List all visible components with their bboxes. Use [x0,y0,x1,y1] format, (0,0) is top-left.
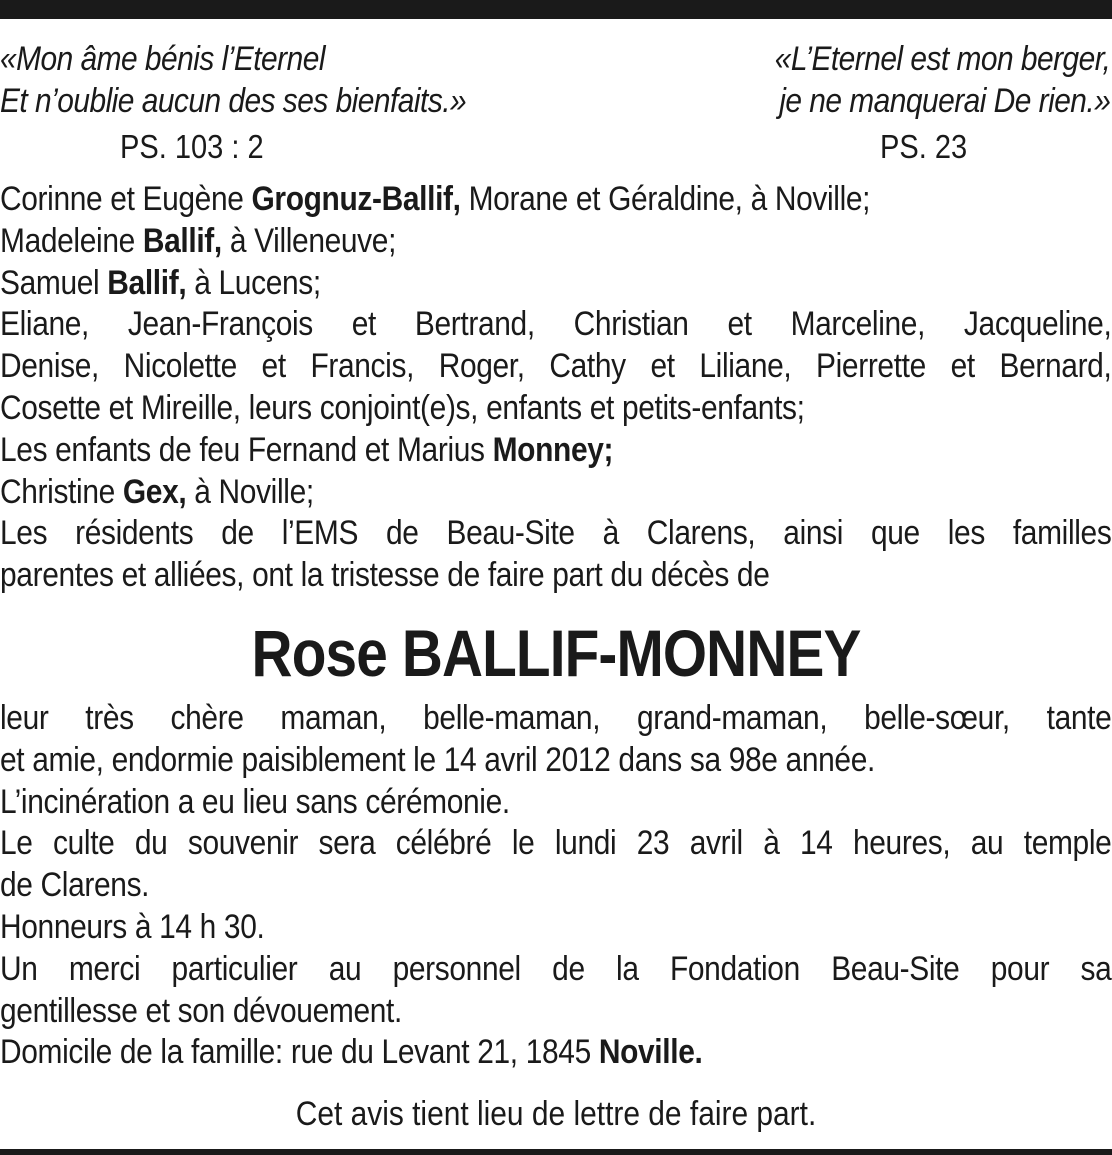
family-text: à Noville; [186,472,314,511]
family-text: à Villeneuve; [221,221,397,260]
details-line: gentillesse et son dévouement. [0,991,402,1030]
verse-right-line-1: «L’Eternel est mon berger, [774,40,1110,78]
obituary-details [0,698,1111,1074]
bottom-border-rule [0,1149,1112,1155]
family-line [0,472,1111,514]
family-text: Morane et Géraldine, à Noville; [460,180,871,218]
family-text: Corinne et Eugène [0,180,252,218]
family-surname: Ballif, [142,221,222,260]
family-surname: Gex, [122,472,187,511]
family-text: Christine [0,472,123,511]
family-text: Les enfants de feu Fernand et Marius [0,430,493,469]
details-text: Domicile de la famille: rue du Levant 21, 1845 [0,1033,599,1072]
family-text: Madeleine [0,221,143,260]
details-line: Honneurs à 14 h 30. [0,907,265,946]
family-line: Eliane, Jean-François et Bertrand, Christian et Marceline, Jacqueline, [0,305,1112,344]
top-border-rule [0,0,1112,19]
family-announcement [0,179,1111,597]
details-line [0,1032,1111,1074]
details-line: Un merci particulier au personnel de la Fondation Beau-Site pour sa [0,949,1112,988]
family-surname: Ballif, [107,263,187,302]
deceased-name: Rose BALLIF-MONNEY [251,616,861,690]
closing-note: Cet avis tient lieu de lettre de faire part. [295,1095,817,1133]
verse-right-reference: PS. 23 [880,128,968,165]
family-text: à Lucens; [186,263,321,302]
details-line: de Clarens. [0,866,150,905]
details-line: Le culte du souvenir sera célébré le lundi 23 avril à 14 heures, au temple [0,824,1112,863]
family-line [0,263,1111,305]
verse-left-line-2: Et n’oublie aucun des ses bienfaits.» [0,82,467,120]
details-place: Noville. [598,1033,703,1072]
family-line [0,430,1111,472]
verse-right [774,38,1110,122]
family-line: Cosette et Mireille, leurs conjoint(e)s, enfants et petits-enfants; [0,388,805,427]
bible-verses [0,38,1110,168]
family-line: parentes et alliées, ont la tristesse de faire part du décès de [0,556,770,595]
family-surname: Monney; [492,430,614,469]
verse-left [0,38,466,122]
family-text: Samuel [0,263,108,302]
family-line: Denise, Nicolette et Francis, Roger, Cathy et Liliane, Pierrette et Bernard, [0,347,1112,386]
details-line: et amie, endormie paisiblement le 14 avril 2012 dans sa 98e année. [0,740,875,779]
details-line: L’incinération a eu lieu sans cérémonie. [0,782,510,821]
verse-left-line-1: «Mon âme bénis l’Eternel [0,40,325,78]
family-surname: Grognuz-Ballif, [251,180,461,218]
family-line [0,221,1111,263]
verse-right-line-2: je ne manquerai De rien.» [778,82,1110,120]
family-line: Les résidents de l’EMS de Beau-Site à Clarens, ainsi que les familles [0,514,1112,553]
family-line [0,179,1111,221]
verse-left-reference: PS. 103 : 2 [120,128,264,165]
details-line: leur très chère maman, belle-maman, grand-maman, belle-sœur, tante [0,699,1112,737]
